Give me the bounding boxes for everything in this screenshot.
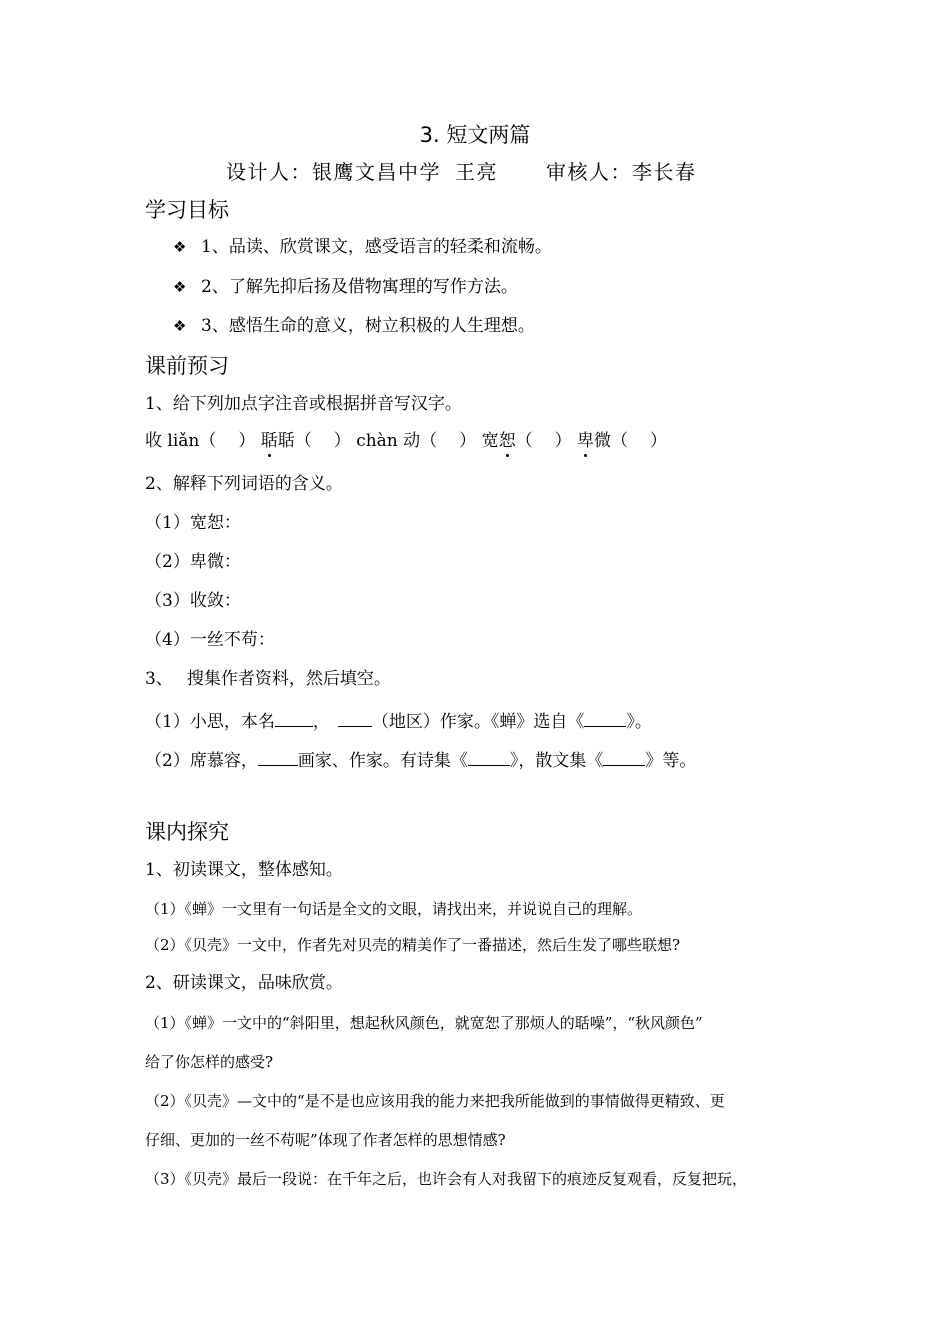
- preview-question-1: 1、给下列加点字注音或根据拼音写汉字。: [145, 394, 462, 414]
- author-line: [226, 162, 697, 182]
- diamond-bullet-icon: ❖: [173, 317, 187, 335]
- preview-heading: 课前预习: [145, 354, 229, 378]
- dotted-char: 卑: [576, 431, 594, 451]
- diamond-bullet-icon: ❖: [173, 278, 187, 296]
- blank-line[interactable]: [338, 710, 372, 727]
- explore-question: （1）《蝉》一文里有一句话是全文的文眼，请找出来，并说说自己的理解。: [145, 900, 643, 918]
- preview-question-2: 2、解释下列词语的含义。: [145, 474, 343, 494]
- preview-question-3: 3、 搜集作者资料，然后填空。: [145, 669, 391, 689]
- dotted-char: 恕: [498, 431, 516, 451]
- explore-question-continued: 仔细、更加的一丝不苟呢”体现了作者怎样的思想情感?: [145, 1131, 506, 1149]
- fill-blank-2: （2）席慕容， 画家、作家。有诗集《 》，散文集《 》等。: [145, 751, 697, 771]
- blank-line[interactable]: [603, 749, 645, 766]
- explore-question: （2）《贝壳》—文中的“是不是也应该用我的能力来把我所能做到的事情做得更精致、更: [145, 1092, 725, 1110]
- designer-school: 银鹰文昌中学: [312, 160, 441, 184]
- definition-item: （1）宽恕：: [145, 513, 241, 533]
- explore-question: （1）《蝉》一文中的“斜阳里，想起秋风颜色，就宽恕了那烦人的聒噪”，“秋风颜色”: [145, 1014, 703, 1032]
- designer-name: 王亮: [455, 160, 498, 184]
- dotted-char: 聒: [260, 431, 278, 451]
- explore-question-continued: 给了你怎样的感受?: [145, 1053, 274, 1071]
- fill-blank-1: （1）小思，本名 ， （地区）作家。《蝉》选自《 》。: [145, 712, 652, 732]
- goal-item: ❖ 1、品读、欣赏课文，感受语言的轻柔和流畅。: [173, 237, 552, 257]
- blank-line[interactable]: [468, 749, 510, 766]
- goals-heading: 学习目标: [145, 198, 229, 222]
- explore-section-2: 2、研读课文，品味欣赏。: [145, 973, 343, 993]
- reviewer-name: 李长春: [632, 160, 697, 184]
- reviewer-label: 审核人：: [546, 160, 632, 184]
- blank-line[interactable]: [275, 710, 313, 727]
- definition-item: （3）收敛：: [145, 591, 241, 611]
- explore-question: （3）《贝壳》最后一段说：在千年之后，也许会有人对我留下的痕迹反复观看，反复把玩，: [145, 1170, 748, 1188]
- definition-item: （4）一丝不苟：: [145, 630, 275, 650]
- document-title: 3. 短文两篇: [419, 123, 531, 147]
- pinyin-row: 收 liǎn（ ） 聒聒（ ） chàn 动（ ） 宽恕（ ） 卑微（ ）: [145, 431, 667, 451]
- goal-item: ❖ 2、了解先抑后扬及借物寓理的写作方法。: [173, 277, 518, 297]
- explore-question: （2）《贝壳》一文中，作者先对贝壳的精美作了一番描述，然后生发了哪些联想?: [145, 936, 681, 954]
- blank-line[interactable]: [258, 749, 298, 766]
- explore-heading: 课内探究: [145, 820, 229, 844]
- blank-line[interactable]: [584, 710, 626, 727]
- goal-item: ❖ 3、感悟生命的意义，树立积极的人生理想。: [173, 316, 535, 336]
- designer-label: 设计人：: [226, 160, 312, 184]
- explore-section-1: 1、初读课文，整体感知。: [145, 860, 343, 880]
- diamond-bullet-icon: ❖: [173, 238, 187, 256]
- definition-item: （2）卑微：: [145, 552, 241, 572]
